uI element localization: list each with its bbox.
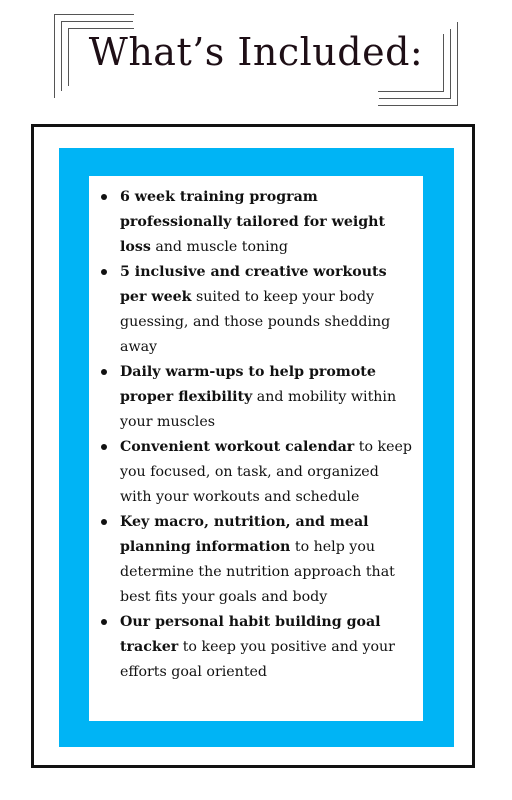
list-item xyxy=(120,260,414,360)
frame-line xyxy=(54,14,134,15)
feature-list xyxy=(94,185,414,685)
bullet-icon xyxy=(101,444,107,450)
feature-text: to keep you positive and your efforts goal oriented xyxy=(120,639,395,680)
feature-highlight: Our personal habit building goal tracker xyxy=(120,614,381,655)
bullet-icon xyxy=(101,369,107,375)
list-item xyxy=(120,610,414,685)
feature-highlight: Key macro, nutrition, and meal planning information xyxy=(120,514,369,555)
frame-line xyxy=(378,91,444,92)
list-item xyxy=(120,185,414,260)
feature-text: and muscle toning xyxy=(150,239,288,255)
feature-text: suited to keep your body guessing, and those pounds shedding away xyxy=(120,289,391,355)
feature-text: and mobility within your muscles xyxy=(120,389,397,430)
bullet-icon xyxy=(101,619,107,625)
frame-line xyxy=(378,105,458,106)
feature-text: to keep you focused, on task, and organized with your workouts and schedule xyxy=(120,439,413,505)
frame-line xyxy=(68,28,134,29)
bullet-icon xyxy=(101,519,107,525)
feature-text: to help you determine the nutrition approach that best fits your goals and body xyxy=(120,539,395,605)
feature-highlight: 6 week training program professionally tailored for weight loss xyxy=(120,189,386,255)
list-item xyxy=(120,360,414,435)
feature-highlight: Daily warm-ups to help promote proper flexibility xyxy=(120,364,376,405)
bullet-icon xyxy=(101,269,107,275)
feature-highlight: Convenient workout calendar xyxy=(120,439,355,455)
feature-highlight: 5 inclusive and creative workouts per week xyxy=(120,264,387,305)
bullet-icon xyxy=(101,194,107,200)
frame-line xyxy=(379,98,451,99)
frame-line xyxy=(61,21,133,22)
page-title: What’s Included: xyxy=(88,30,424,74)
list-item xyxy=(120,510,414,610)
list-item xyxy=(120,435,414,510)
